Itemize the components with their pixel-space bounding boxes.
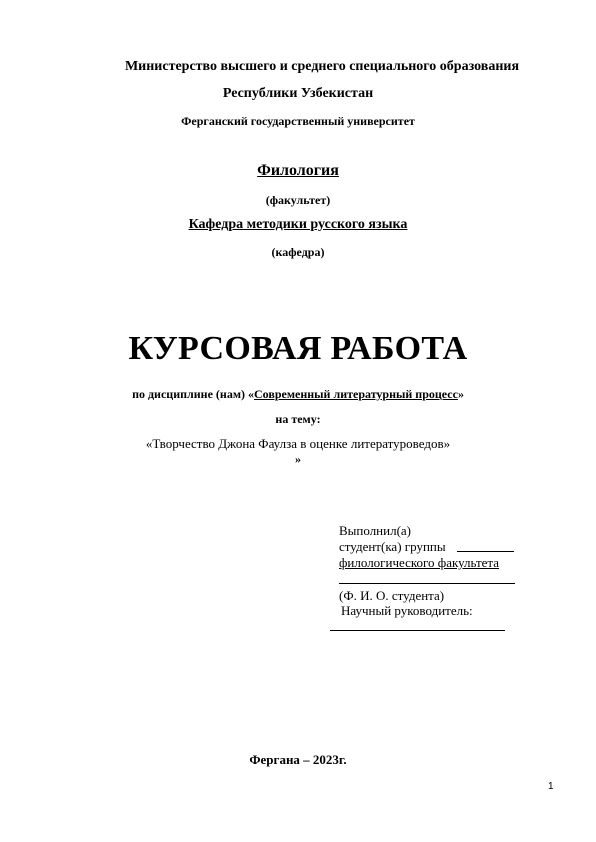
student-group-label: студент(ка) группы — [339, 539, 446, 554]
performed-label: Выполнил(а) — [339, 523, 412, 538]
city-year: Фергана – 2023г. — [249, 752, 347, 767]
discipline-line — [0, 387, 596, 402]
department-caption: (кафедра) — [271, 245, 325, 259]
topic-closing: » — [295, 452, 301, 466]
faculty-name: Филология — [257, 162, 339, 179]
supervisor-label: Научный руководитель: — [341, 603, 473, 618]
discipline-name: Современный литературный процесс — [254, 387, 458, 401]
student-name-line — [339, 583, 515, 584]
department-name: Кафедра методики русского языка — [188, 217, 408, 232]
page-number: 1 — [548, 781, 554, 792]
topic-label: на тему: — [275, 412, 321, 426]
group-number-line — [457, 551, 514, 552]
discipline-prefix: по дисциплине (нам) « — [132, 387, 254, 401]
republic-heading: Республики Узбекистан — [222, 86, 374, 101]
faculty-field: филологического факультета — [339, 555, 500, 570]
topic-text: «Творчество Джона Фаулза в оценке литературоведов» — [145, 436, 451, 451]
supervisor-name-line — [330, 630, 505, 631]
document-title: КУРСОВАЯ РАБОТА — [128, 330, 468, 367]
ministry-heading: Министерство высшего и среднего специального образования — [124, 59, 520, 74]
student-fio-caption: (Ф. И. О. студента) — [339, 588, 445, 603]
faculty-caption: (факультет) — [265, 193, 331, 207]
discipline-suffix: » — [457, 387, 464, 401]
university-name: Ферганский государственный университет — [181, 114, 415, 128]
